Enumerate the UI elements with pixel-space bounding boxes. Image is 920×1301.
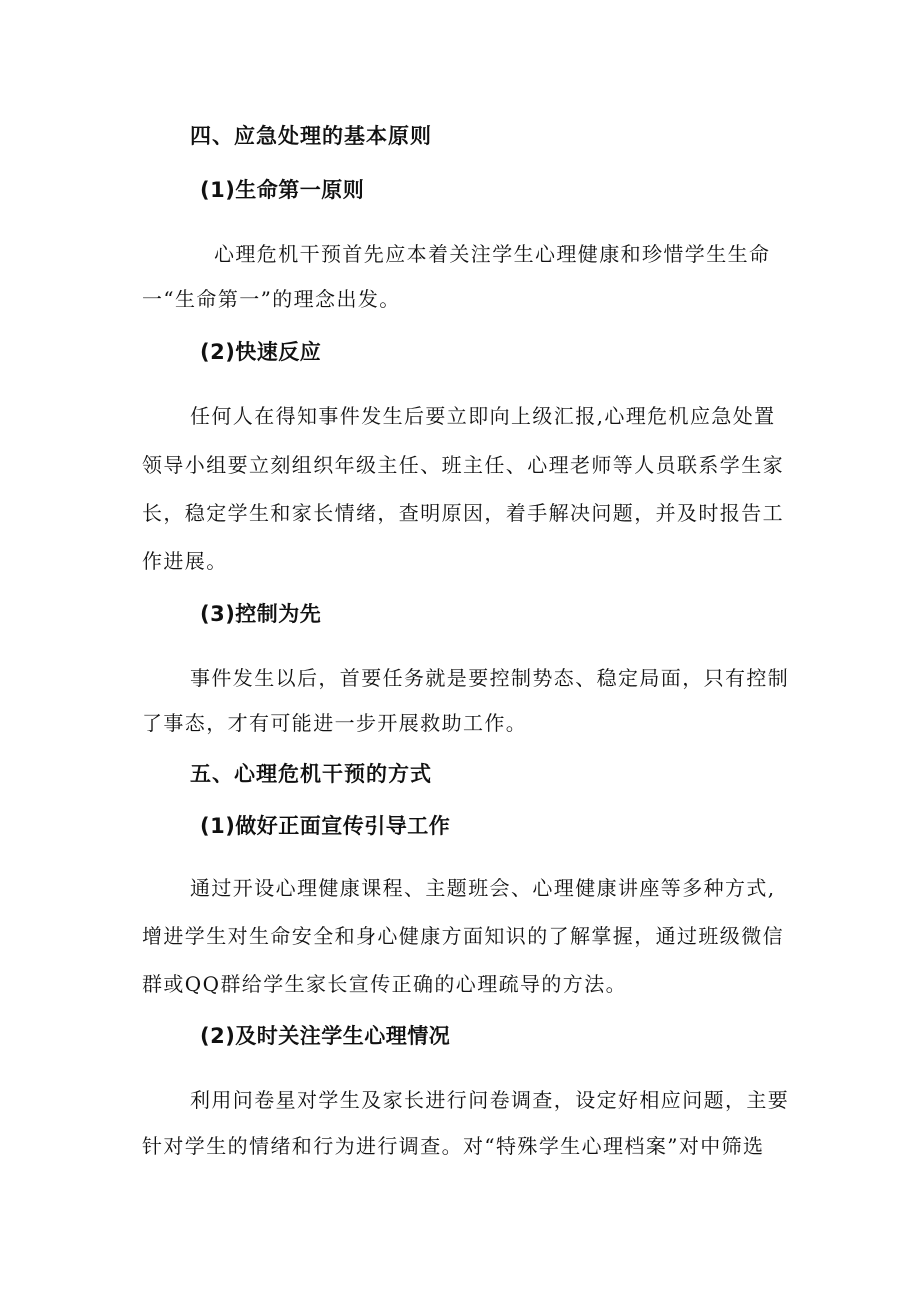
paragraph-line: 事件发生以后，首要任务就是要控制势态、稳定局面，只有控制 xyxy=(190,666,790,690)
paragraph-line: 心理危机干预首先应本着关注学生心理健康和珍惜学生生命 xyxy=(214,242,771,266)
paragraph-line: 通过开设心理健康课程、主题班会、心理健康讲座等多种方式, xyxy=(190,876,776,900)
subsection-title-monitor-mental-state: (2)及时关注学生心理情况 xyxy=(200,1024,451,1048)
paragraph-line: 了事态，才有可能进一步开展救助工作。 xyxy=(142,711,528,735)
subsection-title-life-first: (1)生命第一原则 xyxy=(200,178,365,202)
section-heading-intervention-methods: 五、心理危机干预的方式 xyxy=(190,762,432,786)
subsection-title-positive-publicity: (1)做好正面宣传引导工作 xyxy=(200,814,451,838)
paragraph-line: 领导小组要立刻组织年级主任、班主任、心理老师等人员联系学生家 xyxy=(142,453,784,477)
paragraph-line: 增进学生对生命安全和身心健康方面知识的了解掌握，通过班级微信 xyxy=(142,924,784,948)
paragraph-line: 作进展。 xyxy=(142,549,228,573)
paragraph-line: 长，稳定学生和家长情绪，查明原因，着手解决问题，并及时报告工 xyxy=(142,501,784,525)
paragraph-line: 任何人在得知事件发生后要立即向上级汇报,心理危机应急处置 xyxy=(190,404,776,428)
paragraph-line: 群或QQ群给学生家长宣传正确的心理疏导的方法。 xyxy=(142,972,627,996)
subsection-title-control-first: (3)控制为先 xyxy=(200,602,322,626)
section-heading-emergency-principles: 四、应急处理的基本原则 xyxy=(190,124,432,148)
subsection-title-quick-response: (2)快速反应 xyxy=(200,340,322,364)
paragraph-line: 针对学生的情绪和行为进行调查。对“特殊学生心理档案”对中筛选 xyxy=(142,1134,765,1158)
paragraph-line: 一“生命第一”的理念出发。 xyxy=(142,287,401,311)
paragraph-line: 利用问卷星对学生及家长进行问卷调查，设定好相应问题，主要 xyxy=(190,1088,790,1112)
